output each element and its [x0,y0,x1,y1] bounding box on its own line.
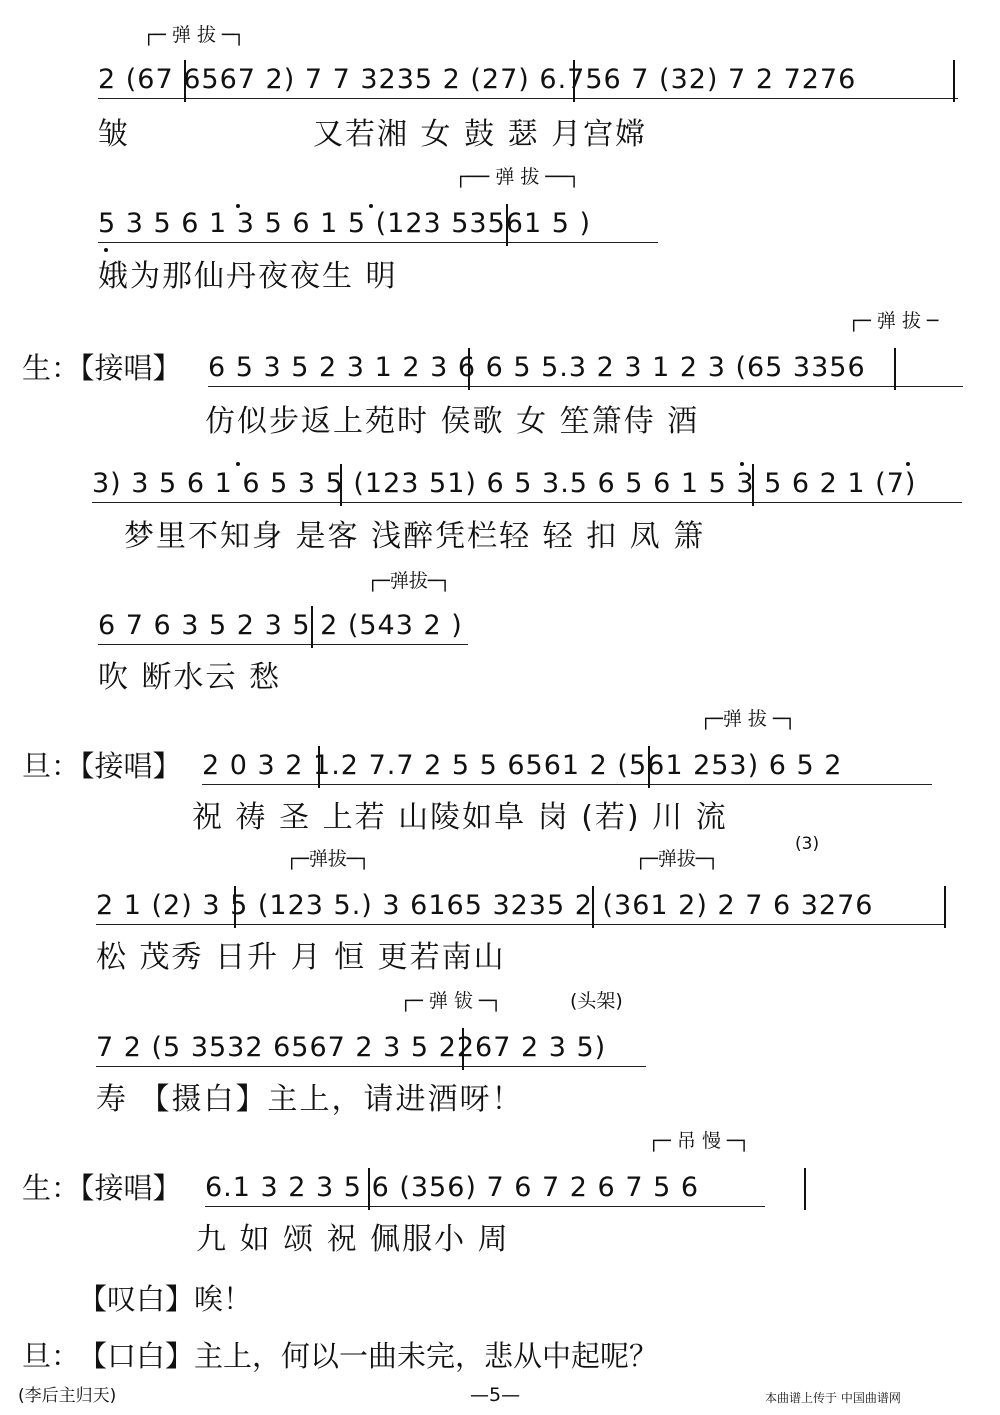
underline [98,98,958,99]
notation-line-7: 2 1 (2) 3 5 (123 5.) 3 6165 3235 2 (361 2) 2 7 6 3276 [96,890,874,921]
bar-line [462,1028,464,1070]
lyric-line-1b: 又若湘 女 鼓 瑟 月宫嫦 [313,117,648,152]
bar-line [340,464,342,506]
underline [92,502,962,503]
bar-line [752,464,754,506]
role-label-dan: 旦：【接唱】 [22,749,182,783]
footer-source: 本曲谱上传于 中国曲谱网 [765,1391,901,1405]
tanbo-annotation: ┌─ 弹 钹 ─┐ [400,990,502,1012]
tanba-annotation: ┌─弹拔─┐ [286,848,370,870]
underline [96,1066,646,1067]
diaoman-annotation: ┌─ 吊 慢 ─┐ [648,1130,750,1152]
lyric-line-2: 娥为那仙丹夜夜生 明 [98,259,398,294]
tanba-annotation: ┌─ 弹 拔 ─┐ [143,24,245,46]
role-label-sheng: 生：【接唱】 [22,1171,182,1205]
octave-dot [236,204,240,208]
tanba-annotation: ┌── 弹 拔 ──┐ [455,166,580,188]
tanba-annotation: ┌─弹拔─┐ [367,570,451,592]
octave-dot [906,462,910,466]
bar-line [894,348,896,390]
tanba-annotation: ┌─ 弹 拔 ─ [848,310,939,332]
octave-dot [740,462,744,466]
role-label-dan: 旦： [22,1339,81,1373]
bar-line [311,606,313,648]
underline [98,242,658,243]
bar-line [506,204,508,246]
underline [208,386,963,387]
underline [98,644,468,645]
octave-dot [104,248,108,252]
footer-title: (李后主归天) [18,1386,117,1406]
notation-line-2: 5 3 5 6 1 3 5 6 1 5 (123 53561 5 ) [98,208,592,239]
lyric-line-7: 松 茂秀 日升 月 恒 更若南山 [96,940,506,975]
lyric-line-1a: 皱 [98,117,130,152]
bar-line [804,1168,806,1210]
dialogue-line-11: 【口白】主上，何以一曲未完，悲从中起呢？ [78,1339,659,1373]
bar-line [318,746,320,788]
lyric-line-4: 梦里不知身 是客 浅醉凭栏轻 轻 扣 凤 箫 [124,519,706,554]
underline [96,924,946,925]
notation-line-4: 3) 3 5 6 1 6 5 3 5 (123 51) 6 5 3.5 6 5 6 1 5 3 5 6 2 1 (7) [92,468,917,499]
lyric-line-5: 吹 断水云 愁 [98,660,282,695]
tanba-annotation: ┌─弹拔─┐ [635,848,719,870]
role-label-sheng: 生：【接唱】 [22,351,182,385]
dialogue-line-10: 【叹白】唉！ [78,1282,253,1316]
lyric-note: (3) [795,834,820,854]
toujia-annotation: (头架) [570,990,623,1012]
lyric-line-9: 九 如 颂 祝 佩服小 周 [196,1222,510,1257]
lyric-line-3: 仿似步返上苑时 侯歌 女 笙箫侍 酒 [205,404,700,439]
underline [205,1206,765,1207]
bar-line [944,886,946,928]
lyric-line-6: 祝 祷 圣 上若 山陵如阜 岗 (若) 川 流 [192,800,728,835]
notation-line-5: 6 7 6 3 5 2 3 5 2 (543 2 ) [98,610,463,641]
tanba-annotation: ┌─弹 拔 ─┐ [700,708,796,730]
notation-line-8: 7 2 (5 3532 6567 2 3 5 2267 2 3 5) [96,1032,607,1063]
lyric-line-8: 寿 【摄白】主上，请进酒呀！ [96,1082,524,1117]
octave-dot [236,462,240,466]
octave-dot [369,204,373,208]
bar-line [953,60,955,102]
notation-line-6: 2 0 3 2 1.2 7.7 2 5 5 6561 2 (561 253) 6 5 2 [202,750,843,781]
underline [202,784,932,785]
bar-line [648,746,650,788]
notation-line-3: 6 5 3 5 2 3 1 2 3 6 6 5 5.3 2 3 1 2 3 (65 3356 [208,352,866,383]
bar-line [592,886,594,928]
notation-line-9: 6.1 3 2 3 5 6 (356) 7 6 7 2 6 7 5 6 [205,1172,700,1203]
bar-line [368,1168,370,1210]
bar-line [573,60,575,102]
bar-line [234,886,236,928]
page-number: —5— [470,1384,521,1406]
notation-line-1: 2 (67 6567 2) 7 7 3235 2 (27) 6.756 7 (32) 7 2 7276 [98,64,857,95]
bar-line [468,348,470,390]
bar-line [184,60,186,102]
